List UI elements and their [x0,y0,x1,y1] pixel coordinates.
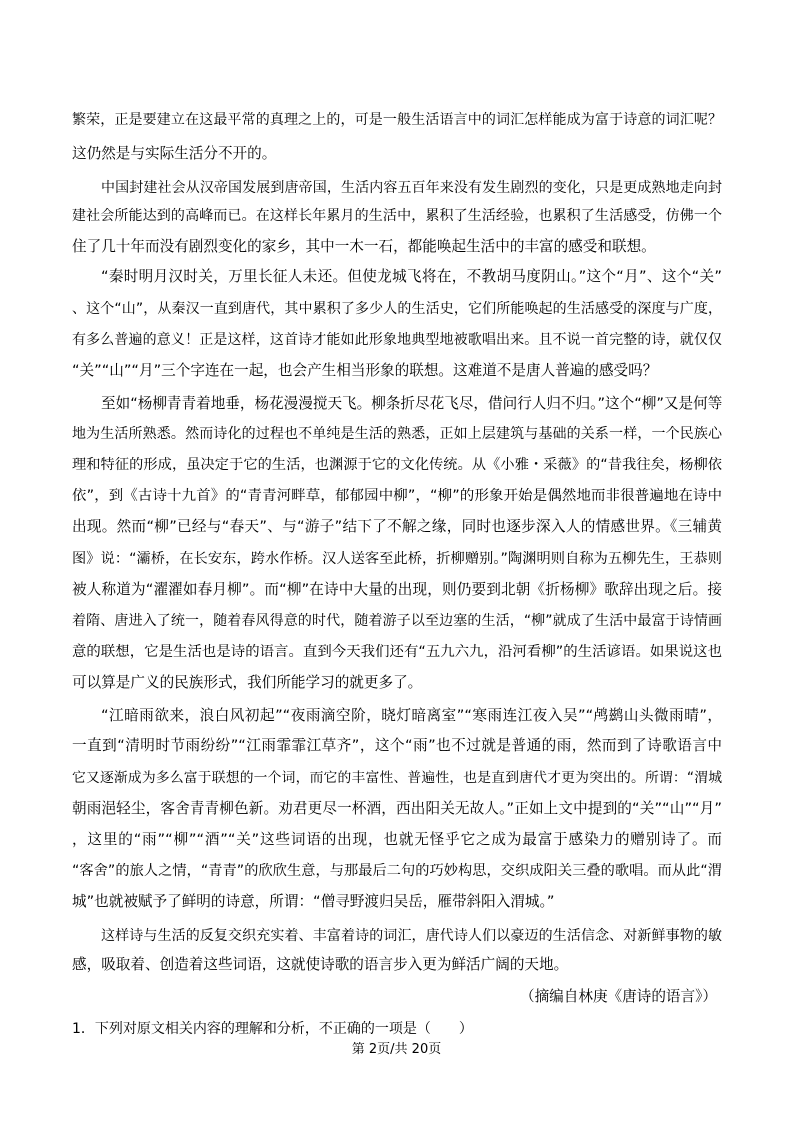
paragraph-line: 依”，到《古诗十九首》的“青青河畔草，郁郁园中柳”，“柳”的形象开始是偶然地而非很普遍地在诗中 [72,488,722,504]
paragraph-line: 可以算是广义的民族形式，我们所能学习的就更多了。 [72,674,423,691]
paragraph-line: 有多么普遍的意义！正是这样，这首诗才能如此形象地典型地被歌唱出来。且不说一首完整的诗，就仅仅 [72,332,722,348]
paragraph-line: 、这个“山”，从秦汉一直到唐代，其中累积了多少人的生活史，它们所能唤起的生活感受的深度与广度， [72,301,722,317]
paragraph-line: ，这里的“雨”“柳”“酒”“关”这些词语的出现，也就无怪乎它之成为最富于感染力的赠别诗了。而 [72,831,722,848]
question-1: 1．下列对原文相关内容的理解和分析，不正确的一项是（ ） [72,1021,473,1037]
paragraph-line: 图》说：“灞桥，在长安东，跨水作桥。汉人送客至此桥，折柳赠别。”陶渊明则自称为五柳先生，王恭则 [72,551,722,567]
source-citation: （摘编自林庚《唐诗的语言》） [519,988,717,1005]
paragraph-line: 一直到“清明时节雨纷纷”“江雨霏霏江草齐”，这个“雨”也不过就是普通的雨，然而到了诗歌语言中 [72,737,722,754]
paragraph-line: 中国封建社会从汉帝国发展到唐帝国，生活内容五百年来没有发生剧烈的变化，只是更成熟地走向封 [101,180,722,196]
paragraph-line: 它又逐渐成为多么富于联想的一个词，而它的丰富性、普遍性，也是直到唐代才更为突出的。所谓：“渭城 [72,770,722,786]
paragraph-line: 住了几十年而没有剧烈变化的家乡，其中一木一石，都能唤起生活中的丰富的感受和联想。 [72,238,656,255]
paragraph-line: 着隋、唐进入了统一，随着春风得意的时代，随着游子以至边塞的生活，“柳”就成了生活中最富于诗情画 [72,613,722,629]
paragraph-line: “客舍”的旅人之情，“青青”的欣欣生意，与那最后二句的巧妙构思，交织成阳关三叠的歌唱。而从此“渭 [72,863,722,879]
paragraph-line: 被人称道为“濯濯如春月柳”。而“柳”在诗中大量的出现，则仍要到北朝《折杨柳》歌辞出现之后。接 [72,581,722,598]
paragraph-line: 出现。然而“柳”已经与“春天”、与“游子”结下了不解之缘，同时也逐步深入人的情感世界。《三辅黄 [72,518,722,535]
paragraph-line: 建社会所能达到的高峰而已。在这样长年累月的生活中，累积了生活经验，也累积了生活感受，仿佛一个 [72,208,722,224]
paragraph-line: 这仍然是与实际生活分不开的。 [72,145,277,162]
paragraph-line: 理和特征的形成，虽决定于它的生活，也渊源于它的文化传统。从《小雅・采薇》的“昔我往矣，杨柳依 [72,457,722,473]
paragraph-line: 繁荣，正是要建立在这最平常的真理之上的，可是一般生活语言中的词汇怎样能成为富于诗意的词汇呢？ [72,112,722,128]
paragraph-line: “江暗雨欲来，浪白风初起”“夜雨滴空阶，晓灯暗离室”“寒雨连江夜入吴”“鸬鹚山头微雨晴”， [101,707,722,724]
paragraph-line: 城”也就被赋予了鲜明的诗意，所谓：“僧寻野渡归吴岳，雁带斜阳入渭城。” [72,893,555,910]
paragraph-line: 至如“杨柳青青着地垂，杨花漫漫搅天飞。柳条折尽花飞尽，借问行人归不归。”这个“柳”又是何等 [101,395,722,412]
paragraph-line: 朝雨浥轻尘，客舍青青柳色新。劝君更尽一杯酒，西出阳关无故人。”正如上文中提到的“关”“山”“月” [72,800,722,817]
paragraph-line: “关”“山”“月”三个字连在一起，也会产生相当形象的联想。这难道不是唐人普遍的感受吗？ [72,362,658,379]
paragraph-line: 这样诗与生活的反复交织充实着、丰富着诗的词汇，唐代诗人们以豪迈的生活信念、对新鲜事物的敏 [101,928,722,944]
page-number-footer: 第 2页/共 20页 [351,1042,442,1057]
paragraph-line: “秦时明月汉时关，万里长征人未还。但使龙城飞将在，不教胡马度阴山。”这个“月”、这个“关” [101,268,722,285]
paragraph-line: 地为生活所熟悉。然而诗化的过程也不单纯是生活的熟悉，正如上层建筑与基础的关系一样，一个民族心 [72,426,722,442]
paragraph-line: 意的联想，它是生活也是诗的语言。直到今天我们还有“五九六九，沿河看柳”的生活谚语。如果说这也 [72,644,722,660]
paragraph-line: 感，吸取着、创造着这些词语，这就使诗歌的语言步入更为鲜活广阔的天地。 [72,956,569,973]
